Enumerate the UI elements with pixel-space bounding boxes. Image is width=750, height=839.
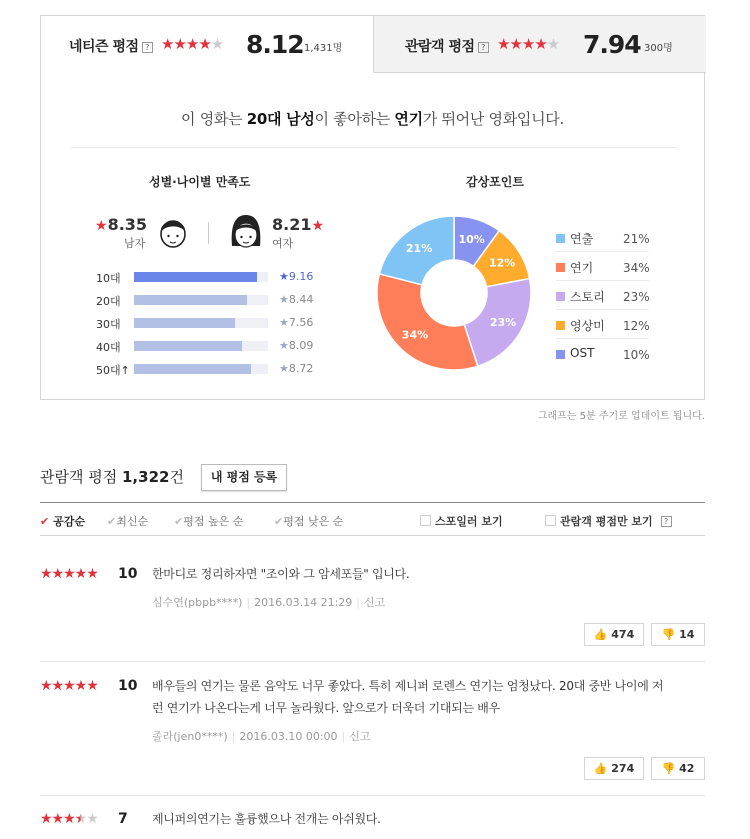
legend-label: 영상미: [570, 319, 605, 333]
summary-text: 이 영화는 20대 남성이 좋아하는 연기가 뛰어난 영화입니다.: [181, 110, 564, 128]
legend-label: OST: [570, 346, 595, 360]
review-user[interactable]: 졸라(jen0****): [152, 730, 228, 743]
legend-item: [556, 310, 649, 339]
review-stars: ★★★★★: [40, 811, 98, 827]
my-rating-button[interactable]: 내 평점 등록: [201, 464, 287, 491]
legend-item: [556, 223, 649, 252]
female-score: 8.21★: [272, 215, 325, 234]
donut-label: 12%: [488, 256, 516, 270]
age-bar-track: [134, 364, 268, 374]
legend-item: [556, 252, 649, 281]
female-label: 여자: [272, 237, 294, 250]
review-item: [40, 566, 705, 662]
legend-label: 스토리: [570, 290, 605, 304]
age-bar-value: ★8.72: [279, 362, 314, 375]
age-bar-fill: [134, 272, 257, 282]
gender-divider: [208, 222, 209, 244]
legend-label: 연출: [570, 232, 594, 246]
audience-label: 관람객 평점 ?: [405, 36, 489, 56]
age-label: 10대: [96, 272, 121, 285]
like-button[interactable]: 👍 274: [584, 757, 644, 780]
report-link[interactable]: 신고: [349, 730, 371, 743]
help-icon[interactable]: ?: [478, 42, 489, 53]
divider: [40, 795, 705, 796]
help-icon[interactable]: ?: [142, 42, 153, 53]
review-score: 10: [118, 566, 138, 582]
review-item: [40, 811, 705, 839]
legend-swatch: [556, 292, 565, 301]
donut-label: 23%: [489, 316, 517, 330]
update-note: 그래프는 5분 주기로 업데이트 됩니다.: [537, 411, 705, 422]
review-text: 배우들의 연기는 물론 음악도 너무 좋았다. 특히 제니퍼 로렌스 연기는 엄청났다. 20대 중반 나이에 저런 연기가 나온다는게 너무 놀라웠다. 앞으로가 더욱더 기대되는 배우: [152, 679, 664, 715]
tab-netizen-rating[interactable]: [41, 16, 373, 73]
audience-only-checkbox[interactable]: 관람객 평점만 보기 ?: [545, 513, 672, 529]
netizen-stars: ★★★★★: [161, 35, 224, 53]
age-bar-track: [134, 318, 268, 328]
review-user[interactable]: 심수연(pbpb****): [152, 596, 243, 609]
review-stars: ★★★★★: [40, 566, 98, 582]
legend-item: [556, 339, 649, 368]
review-score: 7: [118, 811, 128, 827]
legend-swatch: [556, 321, 565, 330]
age-bar-fill: [134, 295, 247, 305]
age-bar-fill: [134, 364, 251, 374]
age-label: 50대↑: [96, 364, 130, 377]
review-text: 제니퍼의연기는 훌륭했으나 전개는 아쉬웠다.: [152, 812, 381, 826]
age-bar-fill: [134, 341, 242, 351]
legend-percent: 34%: [623, 261, 650, 275]
age-bar-value: ★9.16: [279, 270, 314, 283]
like-button[interactable]: 👍 474: [584, 623, 644, 646]
age-bar-value: ★7.56: [279, 316, 314, 329]
thumbs-down-icon: 👎: [661, 628, 676, 641]
donut-label: 34%: [401, 328, 429, 342]
legend-swatch: [556, 350, 565, 359]
dislike-button[interactable]: 👎 14: [651, 623, 705, 646]
male-face-icon: [156, 212, 190, 250]
sort-low[interactable]: ✔평점 낮은 순: [274, 515, 344, 528]
audience-count: 300명: [644, 43, 673, 54]
female-face-icon: [229, 212, 263, 252]
legend-item: [556, 281, 649, 310]
rating-panel: [40, 15, 705, 400]
audience-score: 7.94: [583, 30, 641, 59]
age-label: 40대: [96, 341, 121, 354]
tab-audience-rating[interactable]: [373, 16, 706, 73]
donut-label: 10%: [458, 232, 485, 246]
thumbs-up-icon: 👍: [593, 762, 608, 775]
age-label: 30대: [96, 318, 121, 331]
donut-slice: [377, 274, 478, 370]
review-item: [40, 678, 705, 788]
legend-percent: 21%: [623, 232, 650, 246]
review-meta: 졸라(jen0****) | 2016.03.10 00:00 | 신고: [152, 730, 371, 743]
gender-age-title: 성별·나이별 만족도: [149, 175, 251, 189]
star-icon: ★: [279, 270, 289, 283]
thumbs-up-icon: 👍: [593, 628, 608, 641]
report-link[interactable]: 신고: [364, 596, 386, 609]
review-score: 10: [118, 678, 138, 694]
age-bar-track: [134, 341, 268, 351]
star-icon: ★: [279, 293, 289, 306]
sort-bar: [40, 502, 705, 536]
sort-high[interactable]: ✔평점 높은 순: [174, 515, 244, 528]
age-bar-value: ★8.44: [279, 293, 314, 306]
male-score: ★8.35: [95, 215, 148, 234]
audience-stars: ★★★★★: [497, 35, 560, 53]
divider: [71, 147, 675, 148]
legend-swatch: [556, 263, 565, 272]
legend-percent: 10%: [623, 348, 650, 362]
netizen-score: 8.12: [246, 30, 304, 59]
star-icon: ★: [279, 316, 289, 329]
male-label: 남자: [124, 237, 146, 250]
dislike-button[interactable]: 👎 42: [651, 757, 705, 780]
review-stars: ★★★★★: [40, 678, 98, 694]
star-icon: ★: [279, 339, 289, 352]
sort-sympathy[interactable]: ✔ 공감순: [40, 515, 85, 528]
reviews-title: 관람객 평점 1,322건: [40, 468, 184, 486]
age-bar-track: [134, 272, 268, 282]
age-label: 20대: [96, 295, 121, 308]
netizen-label: 네티즌 평점 ?: [69, 36, 153, 56]
star-icon: ★: [279, 362, 289, 375]
thumbs-down-icon: 👎: [661, 762, 676, 775]
legend-percent: 23%: [623, 290, 650, 304]
divider: [40, 661, 705, 662]
points-title: 감상포인트: [466, 175, 524, 189]
donut-label: 21%: [405, 241, 433, 255]
legend-label: 연기: [570, 261, 594, 275]
age-bar-value: ★8.09: [279, 339, 314, 352]
legend-swatch: [556, 234, 565, 243]
help-icon[interactable]: ?: [661, 516, 672, 527]
age-bar-track: [134, 295, 268, 305]
netizen-count: 1,431명: [304, 43, 343, 54]
spoiler-checkbox[interactable]: 스포일러 보기: [420, 513, 503, 529]
review-text: 한마디로 정리하자면 "조이와 그 암세포들" 입니다.: [152, 567, 410, 581]
review-meta: 심수연(pbpb****) | 2016.03.14 21:29 | 신고: [152, 596, 386, 609]
points-donut-chart: [374, 213, 534, 373]
age-bar-fill: [134, 318, 235, 328]
legend-percent: 12%: [623, 319, 650, 333]
sort-latest[interactable]: ✔최신순: [107, 515, 149, 528]
